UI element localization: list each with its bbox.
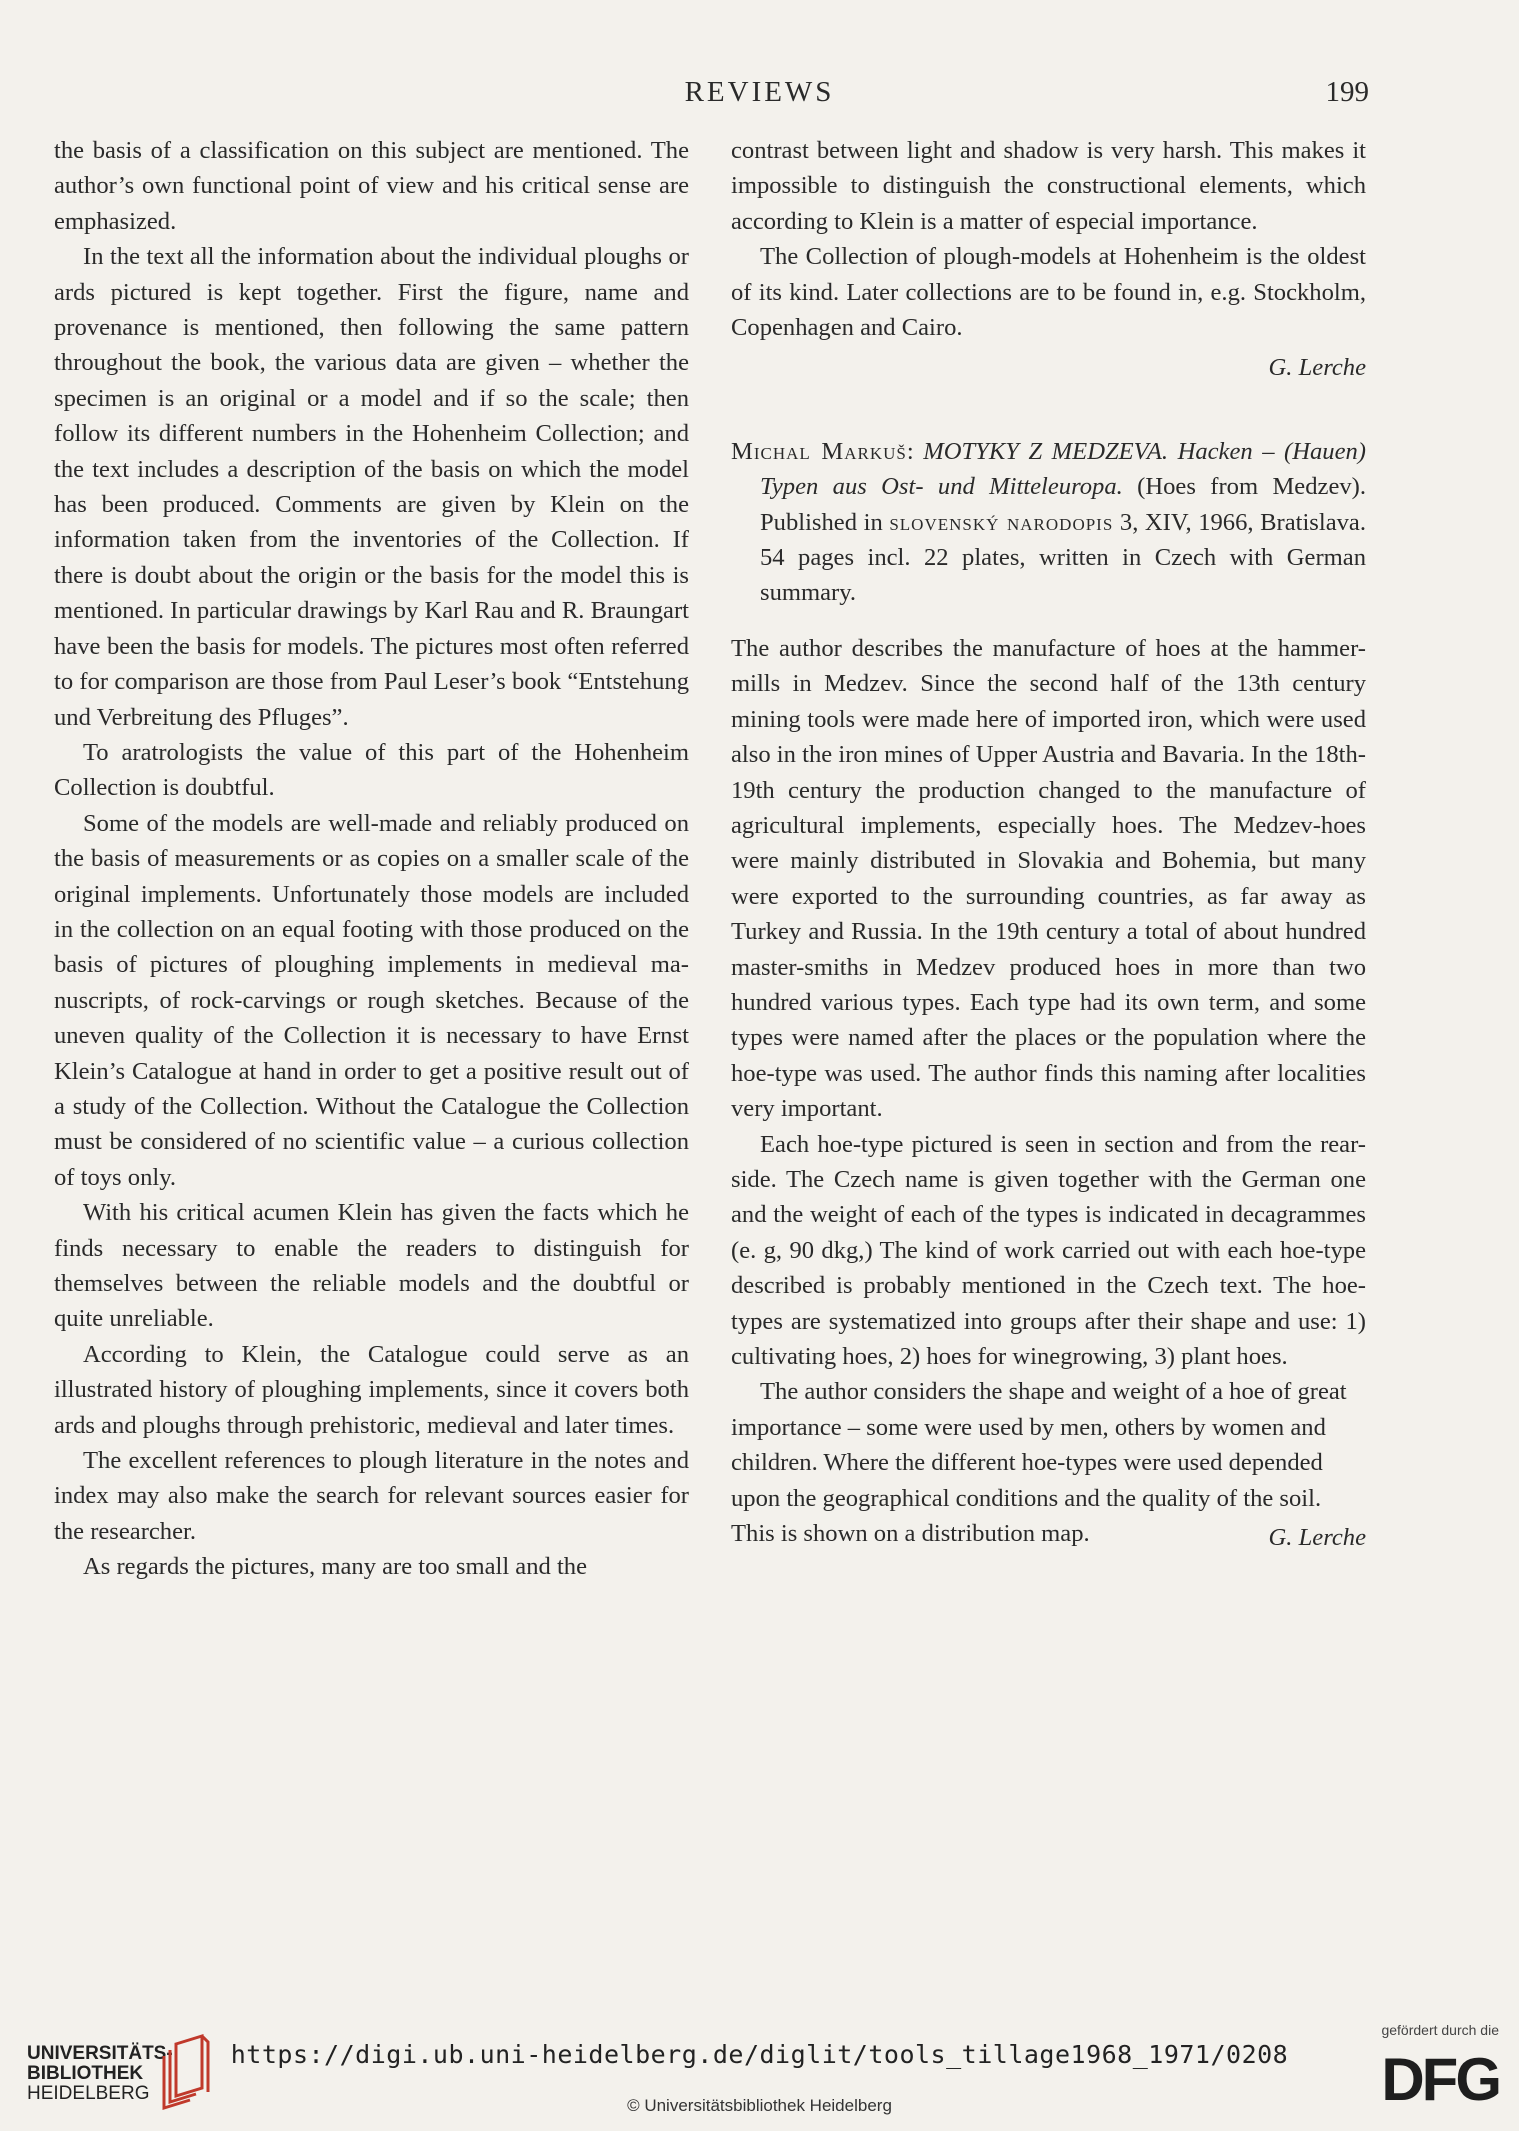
paragraph: contrast between light and shadow is very harsh. This makes it impossible to distinguish the constructional elements, which according to Klein is a matter of especial importance. (731, 137, 1366, 235)
paragraph: the basis of a classification on this subject are mentioned. The author’s own functional point of view and his critical sense are emphasized. (54, 137, 689, 235)
paragraph: Some of the models are well-made and reliably produced on the basis of measurements or as copies on a smaller scale of the original implements. Unfortunately those models are included in the collection on an equal footing with those produced on the basis of pictures of ploughing implements in medieval manuscripts, of rock-carvings or rough sketches. Because of the uneven quality of the Collection it is necessary to have Ernst Klein’s Catalogue at hand in order to get a positive result out of a study of the Collection. Without the Catalogue the Collection must be considered of no scientific value – a curious collection of toys only. (54, 809, 689, 1191)
library-name-line: UNIVERSITÄTS- (27, 2043, 173, 2064)
running-title: REVIEWS (684, 76, 835, 108)
paragraph: As regards the pictures, many are too small and the (83, 1553, 588, 1581)
paragraph: The author describes the manufacture of hoes at the hammer-mills in Medzev. Since the second half of the 13th century mining tools were made here of imported iron, which were used also in the iron mines of Upper Austria and Bavaria. In the 18th-19th century the production changed to the manufacture of agricultural implements, especially hoes. The Medzev-hoes were mainly distributed in Slovakia and Bohemia, but many were exported to the surrounding countries, as far away as Turkey and Russia. In the 19th century a total of about hundred master-smiths in Medzev produced hoes in more than two hundred various types. Each type had its own term, and some types were named after the places or the population where the hoe-type was used. The author finds this naming after localities very important. (731, 634, 1366, 1123)
library-name-line: BIBLIOTHEK (27, 2063, 144, 2084)
paragraph: The Collection of plough-models at Hohenheim is the oldest of its kind. Later collections are to be found in, e.g. Stockholm, Copenhagen and Cairo. (731, 243, 1366, 342)
review-details: (Hoes from Medzev). Published in (760, 473, 1366, 536)
review-journal: slovenský narodopis (889, 508, 1114, 536)
review-heading: Michal Markuš: MOTYKY Z MEDZEVA. Hacken – (Hauen) Typen aus Ost- und Mitteleuropa. (Hoes from Medzev). Published in slovenský narodopis 3, XIV, 1966, Bratislava. 54 pages incl. 22 plates, written in Czech with German summary. (731, 437, 1367, 607)
paragraph (731, 1374, 1366, 1551)
reviewer-signature: G. Lerche (1268, 1524, 1366, 1552)
page-header (0, 76, 1519, 116)
review-details-2: 3, XIV, 1966, Bratislava. 54 pages incl. 22 plates, written in Czech with German summary. (760, 508, 1366, 607)
review-book-title: MOTYKY Z MEDZEVA. Hacken – (Hauen) Typen aus Ost- und Mitteleuropa. (760, 437, 1367, 501)
right-column (731, 133, 1366, 1555)
paragraph: To aratrologists the value of this part of the Hohenheim Collection is doubtful. (54, 738, 689, 802)
left-column (54, 133, 689, 1585)
digitization-footer (0, 2010, 1519, 2131)
dfg-caption: gefördert durch die (1381, 2022, 1499, 2038)
paragraph: According to Klein, the Catalogue could serve as an illustrated history of ploughing implements, since it covers both ards and ploughs through prehistoric, medieval and later times. (54, 1340, 689, 1439)
review-author: Michal Markuš (731, 437, 907, 465)
dfg-logo[interactable] (1349, 2022, 1499, 2117)
paragraph-text: The author considers the shape and weight of a hoe of great importance – some were used by men, others by women and children. Where the different hoe-types were used depended upon the geographical conditions and the quality of the soil. This is shown on a distribution map. (731, 1378, 1347, 1548)
reviewer-signature: G. Lerche (1268, 354, 1366, 382)
paragraph: The excellent references to plough literature in the notes and index may also make the search for relevant sources easier for the researcher. (54, 1447, 689, 1545)
copyright-notice: © Universitätsbibliothek Heidelberg (627, 2096, 892, 2115)
paragraph: In the text all the information about the individual ploughs or ards pictured is kept together. First the figure, name and provenance is mentioned, then following the same pattern throughout the book, the various data are given – whether the specimen is an original or a model and if so the scale; then follow its different numbers in the Hohenheim Collection; and the text includes a description of the basis on which the model has been produced. Comments are given by Klein on the information taken from the inventories of the Collection. If there is doubt about the origin or the basis for the model this is mentioned. In particular drawings by Karl Rau and R. Braungart have been the basis for models. The pictures most often referred to for comparison are those from Paul Leser’s book “Entstehung und Verbreitung des Pfluges”. (54, 243, 689, 731)
page-number: 199 (1325, 76, 1369, 108)
dfg-logo-text: DFG (1381, 2046, 1499, 2113)
library-name-line: HEIDELBERG (27, 2083, 150, 2104)
paragraph: Each hoe-type pictured is seen in section and from the rear-side. The Czech name is given together with the German one and the weight of each of the types is indicated in decagrammes (e. g, 90 dkg,) The kind of work carried out with each hoe-type described is probably mentioned in the Czech text. The hoe-types are systematized into groups after their shape and use: 1) cultivating hoes, 2) hoes for winegrowing, 3) plant hoes. (731, 1130, 1366, 1370)
paragraph: With his critical acumen Klein has given the facts which he finds necessary to enable the readers to distinguish for themselves between the reliable models and the doubtful or quite unreliable. (54, 1199, 689, 1333)
source-url-link[interactable]: https://digi.ub.uni-heidelberg.de/diglit/tools_tillage1968_1971/0208 (230, 2040, 1289, 2069)
